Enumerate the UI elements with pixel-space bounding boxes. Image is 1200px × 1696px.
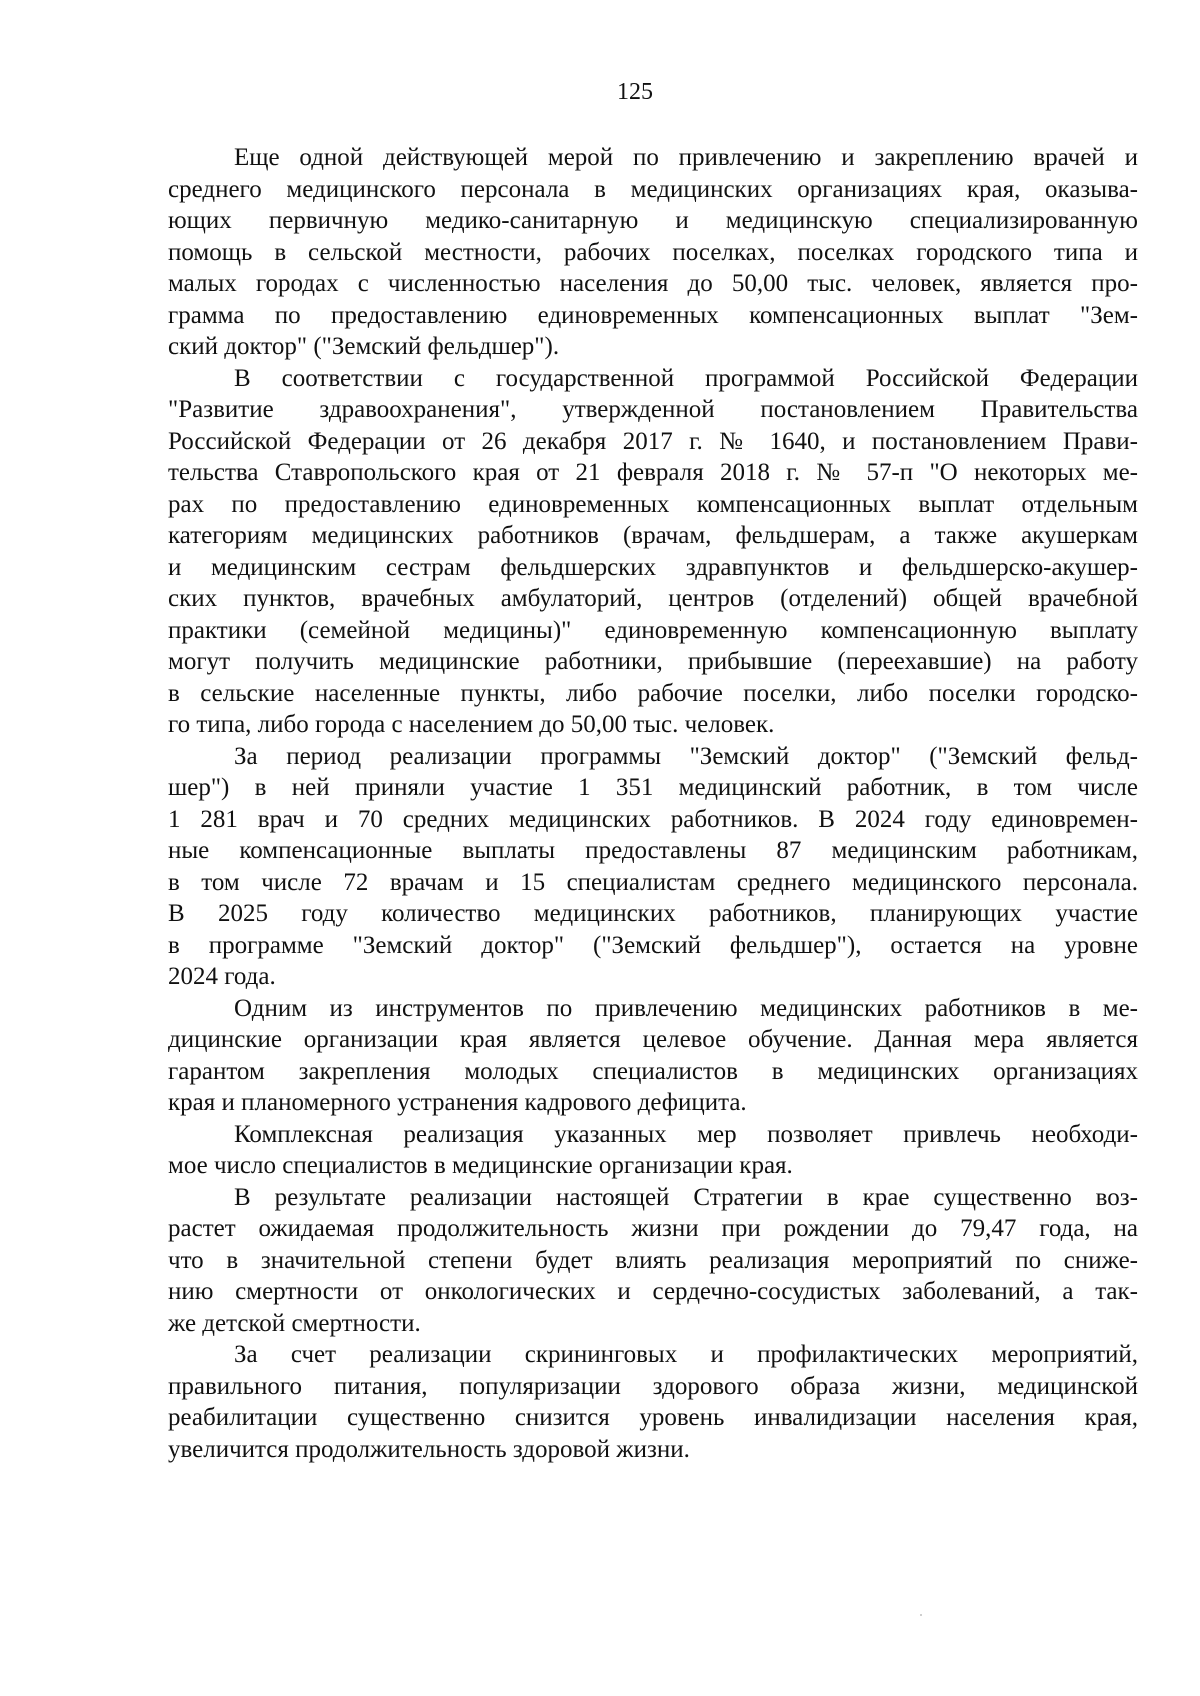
text-line: же детской смертности.: [168, 1309, 421, 1337]
text-line: мое число специалистов в медицинские организации края.: [168, 1152, 793, 1179]
scan-artifact: [920, 1614, 922, 1616]
text-line: За счет реализации скрининговых и профилактических мероприятий,: [234, 1341, 1138, 1368]
text-line: что в значительной степени будет влиять реализация мероприятий по сниже-: [168, 1246, 1138, 1274]
text-line: увеличится продолжительность здоровой жизни.: [168, 1435, 690, 1463]
paragraph-complex-measures: [168, 1119, 1138, 1182]
text-line: ских пунктов, врачебных амбулаторий, центров (отделений) общей врачебной: [168, 585, 1138, 612]
paragraph-targeted-training: [168, 993, 1138, 1119]
paragraph-program-results: [168, 741, 1138, 993]
text-line: В результате реализации настоящей Стратегии в крае существенно воз-: [234, 1183, 1138, 1211]
text-line: в том числе 72 врачам и 15 специалистам среднего медицинского персонала.: [168, 868, 1138, 896]
text-line: помощь в сельской местности, рабочих поселках, поселках городского типа и: [168, 238, 1138, 266]
text-line: малых городах с численностью населения до 50,00 тыс. человек, является про-: [168, 270, 1138, 297]
text-line: среднего медицинского персонала в медицинских организациях края, оказыва-: [168, 175, 1138, 203]
text-line: и медицинским сестрам фельдшерских здравпунктов и фельдшерско-акушер-: [168, 553, 1138, 581]
text-line: ский доктор" ("Земский фельдшер").: [168, 333, 560, 360]
paragraph-zemsky-program-intro: [168, 142, 1138, 363]
text-line: в программе "Земский доктор" ("Земский фельдшер"), остается на уровне: [168, 931, 1138, 959]
text-line: В соответствии с государственной программой Российской Федерации: [234, 364, 1138, 392]
text-line: 1 281 врач и 70 средних медицинских работников. В 2024 году единовремен-: [168, 805, 1138, 833]
text-line: правильного питания, популяризации здорового образа жизни, медицинской: [168, 1372, 1138, 1400]
text-line: грамма по предоставлению единовременных компенсационных выплат "Зем-: [168, 301, 1138, 329]
text-line: тельства Ставропольского края от 21 февраля 2018 г. № 57-п "О некоторых ме-: [168, 459, 1138, 486]
text-line: шер") в ней приняли участие 1 351 медицинский работник, в том числе: [168, 774, 1138, 801]
text-line: растет ожидаемая продолжительность жизни при рождении до 79,47 года, на: [168, 1215, 1138, 1242]
text-line: Еще одной действующей мерой по привлечению и закреплению врачей и: [234, 144, 1138, 171]
text-line: Одним из инструментов по привлечению медицинских работников в ме-: [234, 994, 1138, 1022]
text-line: Комплексная реализация указанных мер позволяет привлечь необходи-: [234, 1120, 1138, 1148]
text-line: рах по предоставлению единовременных компенсационных выплат отдельным: [168, 490, 1138, 518]
text-line: в сельские населенные пункты, либо рабочие поселки, либо поселки городско-: [168, 679, 1138, 707]
text-line: "Развитие здравоохранения", утвержденной постановлением Правительства: [168, 396, 1138, 423]
text-line: Российской Федерации от 26 декабря 2017 г. № 1640, и постановлением Прави-: [168, 427, 1138, 455]
document-body: [168, 142, 1138, 1465]
paragraph-legal-basis: [168, 363, 1138, 741]
text-line: категориям медицинских работников (врачам, фельдшерам, а также акушеркам: [168, 522, 1138, 549]
paragraph-life-expectancy: [168, 1182, 1138, 1340]
text-line: дицинские организации края является целевое обучение. Данная мера является: [168, 1026, 1138, 1053]
paragraph-screening-prevention: [168, 1339, 1138, 1465]
text-line: В 2025 году количество медицинских работников, планирующих участие: [168, 900, 1138, 927]
text-line: могут получить медицинские работники, прибывшие (переехавшие) на работу: [168, 648, 1138, 675]
text-line: ющих первичную медико-санитарную и медицинскую специализированную: [168, 207, 1138, 234]
text-line: 2024 года.: [168, 963, 276, 990]
text-line: реабилитации существенно снизится уровень инвалидизации населения края,: [168, 1404, 1138, 1431]
text-line: ные компенсационные выплаты предоставлены 87 медицинским работникам,: [168, 837, 1138, 864]
text-line: нию смертности от онкологических и сердечно-сосудистых заболеваний, а так-: [168, 1278, 1138, 1305]
text-line: края и планомерного устранения кадрового дефицита.: [168, 1089, 747, 1116]
page-number: 125: [617, 79, 653, 105]
text-line: практики (семейной медицины)" единовременную компенсационную выплату: [168, 616, 1138, 644]
text-line: гарантом закрепления молодых специалистов в медицинских организациях: [168, 1057, 1138, 1085]
text-line: го типа, либо города с населением до 50,00 тыс. человек.: [168, 711, 775, 738]
text-line: За период реализации программы "Земский доктор" ("Земский фельд-: [234, 742, 1138, 770]
